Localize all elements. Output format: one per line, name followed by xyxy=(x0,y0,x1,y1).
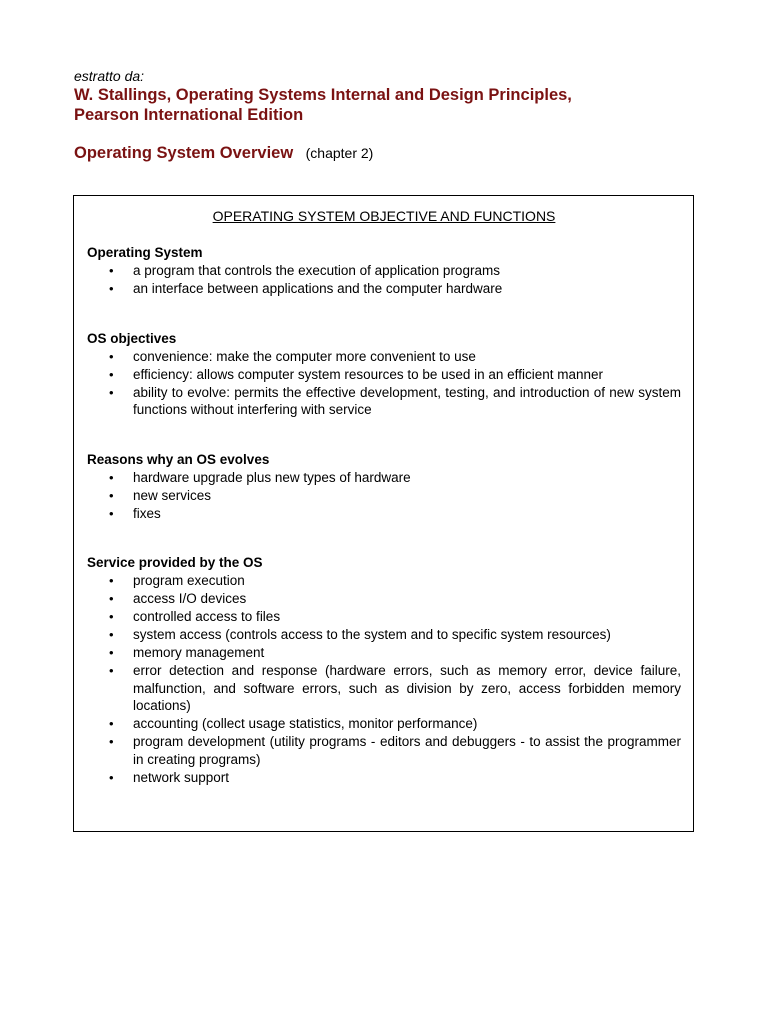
bullet-icon: • xyxy=(109,663,114,678)
list-item: • memory management xyxy=(109,645,265,660)
list-item: • an interface between applications and the computer hardware xyxy=(109,281,503,296)
list-item: • system access (controls access to the system and to specific system resources) xyxy=(109,627,611,642)
section-services-provided xyxy=(87,554,681,786)
list-item: • new services xyxy=(109,487,212,503)
list-item: • fixes xyxy=(109,505,161,521)
chapter-number: (chapter 2) xyxy=(305,145,374,161)
book-title-line-1: W. Stallings, Operating Systems Internal and Design Principles, xyxy=(74,86,572,104)
bullet-list xyxy=(87,572,681,786)
bullet-list xyxy=(87,469,681,523)
section-reasons-os-evolves xyxy=(87,451,681,523)
list-item: • access I/O devices xyxy=(109,591,247,606)
list-item: • program execution xyxy=(109,573,245,588)
bullet-icon: • xyxy=(109,573,114,588)
box-title: OPERATING SYSTEM OBJECTIVE AND FUNCTIONS xyxy=(212,208,556,224)
list-item: • error detection and response (hardware errors, such as memory error, device failure, malfunction, and software errors, such as division by zero, access forbidden memory locations) xyxy=(109,663,681,713)
section-operating-system xyxy=(87,244,681,298)
bullet-icon: • xyxy=(109,348,114,364)
bullet-icon: • xyxy=(109,505,114,521)
bullet-icon: • xyxy=(109,645,114,660)
list-item: • a program that controls the execution of application programs xyxy=(109,263,500,278)
content-box xyxy=(73,195,694,832)
book-title-line-2: Pearson International Edition xyxy=(74,106,304,124)
source-label: estratto da: xyxy=(74,68,145,84)
bullet-icon: • xyxy=(109,734,114,749)
list-item: • hardware upgrade plus new types of hardware xyxy=(109,469,411,485)
bullet-list xyxy=(87,348,681,419)
section-heading: Service provided by the OS xyxy=(87,555,263,570)
list-item: • convenience: make the computer more convenient to use xyxy=(109,348,476,364)
bullet-icon: • xyxy=(109,609,114,624)
section-os-objectives xyxy=(87,330,681,419)
section-heading: Operating System xyxy=(87,245,203,260)
chapter-heading xyxy=(74,143,714,164)
bullet-icon: • xyxy=(109,716,114,731)
list-item: • ability to evolve: permits the effective development, testing, and introduction of new system functions without interfering with service xyxy=(109,384,681,417)
bullet-icon: • xyxy=(109,384,114,400)
list-item: • network support xyxy=(109,769,230,785)
bullet-list xyxy=(87,262,681,298)
bullet-icon: • xyxy=(109,487,114,503)
chapter-title: Operating System Overview xyxy=(74,144,294,162)
section-heading: Reasons why an OS evolves xyxy=(87,451,270,467)
bullet-icon: • xyxy=(109,263,114,278)
bullet-icon: • xyxy=(109,281,114,296)
bullet-icon: • xyxy=(109,366,114,382)
list-item: • program development (utility programs - editors and debuggers - to assist the programmer in creating programs) xyxy=(109,734,681,767)
bullet-icon: • xyxy=(109,591,114,606)
bullet-icon: • xyxy=(109,627,114,642)
list-item: • controlled access to files xyxy=(109,609,281,624)
list-item: • efficiency: allows computer system resources to be used in an efficient manner xyxy=(109,366,603,382)
bullet-icon: • xyxy=(109,469,114,485)
bullet-icon: • xyxy=(109,769,114,785)
list-item: • accounting (collect usage statistics, monitor performance) xyxy=(109,716,478,731)
document-header xyxy=(74,68,714,164)
section-heading: OS objectives xyxy=(87,330,177,346)
